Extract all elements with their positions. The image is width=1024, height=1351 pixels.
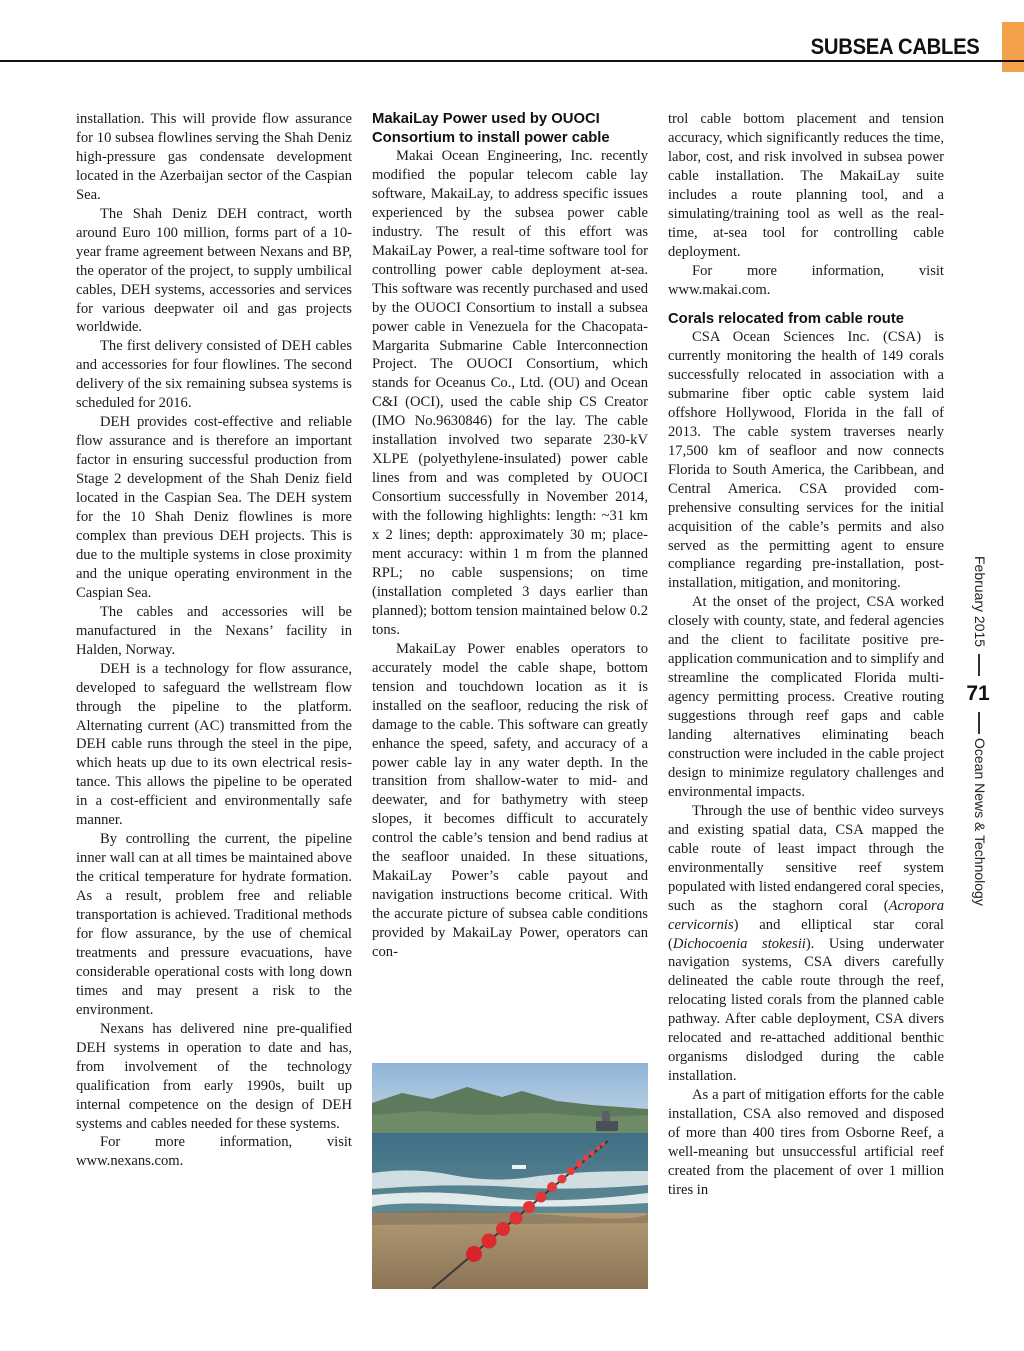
article-heading-makailay: MakaiLay Power used by OUOCI Consortium to install power cable	[372, 111, 610, 146]
paragraph: The first delivery consisted of DEH cables and accessories for four flowlines. The second delivery of the six remaining subsea systems is scheduled for 2016.	[76, 338, 352, 412]
beach-cable-photo-illustration	[372, 1063, 648, 1289]
issue-date: February 2015	[972, 556, 988, 648]
folio-divider	[978, 712, 980, 734]
paragraph: DEH is a technology for flow assurance, developed to safeguard the wellstream flow through the pipeline to the platform. Alternating current (AC) transmitted from the DEH cable runs through the steel in the pipe, which heats up due to its own electrical resistance. This allows the pipeline to be operated in a cost-efficient and environmentally safe manner.	[76, 660, 352, 829]
section-title: SUBSEA CABLES	[811, 34, 980, 59]
article-column-3	[668, 110, 944, 1200]
beach-cable-photo	[372, 1063, 648, 1289]
paragraph	[668, 802, 944, 1086]
article-column-2	[372, 110, 648, 962]
paragraph: For more information, visit www.makai.com.	[668, 262, 944, 298]
text-run: Through the use of benthic video surveys and existing spatial data, CSA mapped the cable route of least impact through the environmentally sensitive reef system populated with listed endangered coral species, such as the staghorn coral (	[668, 802, 944, 914]
text-run: ). Using underwater navigation systems, CSA divers carefully delineated the cable route through the reef, relocating listed corals from the planned cable pathway. After cable deployment, CSA divers relocated and re-attached additional benthic organisms dislodged during the cable installation.	[668, 935, 944, 1085]
text-run: ) and elliptical star coral (	[668, 916, 944, 952]
page-number: 71	[966, 682, 990, 705]
section-color-tab	[1002, 22, 1024, 72]
paragraph: At the onset of the project, CSA worked closely with county, state, and federal agencies and the client to facilitate positive pre-application communication and to simplify and streamline the complicated Florida multi-agency permitting process. Creative routing suggestions through reef gaps and cable landing alternatives eliminating beach construction were included in the cable project design to minimize regulatory challenges and environmental impacts.	[668, 594, 945, 800]
paragraph: By controlling the current, the pipeline inner wall can at all times be maintained above the critical temperature for hydrate formation. As a result, problem free and reliable transportation is achieved. Traditional methods for flow assurance, by the use of chemical treatments and pressure evacuations, have considerable operational costs with long down times and may present a risk to the environment.	[76, 831, 352, 1018]
species-name: Acropora cervicornis	[668, 897, 944, 933]
paragraph: The Shah Deniz DEH contract, worth around Euro 100 million, forms part of a 10-year frame agreement between Nexans and BP, the operator of the project, to supply umbilical cables, DEH systems, accessories and services for various deepwater oil and gas projects worldwide.	[76, 205, 352, 336]
paragraph: DEH provides cost-effective and reliable flow assurance and is therefore an important factor in ensuring successful production from Stage 2 development of the Shah Deniz field located in the Caspian Sea. The DEH system for the 10 Shah Deniz flowlines is more complex than previous DEH projects. This is due to the multiple systems in close proximity and the unique operating environment in the Caspian Sea.	[76, 414, 352, 601]
paragraph: For more information, visit www.nexans.com.	[76, 1134, 352, 1170]
paragraph: MakaiLay Power enables operators to accurately model the cable shape, bottom tension and touchdown location as it is installed on the seafloor, reducing the risk of damage to the cable. This software can greatly enhance the speed, safety, and accuracy of a power cable lay in any water depth. In the transition from shallow-water to mid- and deewater, and for bathymetry with steep slopes, it becomes difficult to accurately control the cable’s tension and bend radius at the seafloor unaided. In these situations, MakaiLay Power’s cable payout and navigation instructions become critical. With the accurate picture of subsea cable conditions provided by MakaiLay Power, operators can con-	[372, 640, 648, 961]
paragraph: CSA Ocean Sciences Inc. (CSA) is currently monitoring the health of 149 corals successfully relocated in association with a submarine fiber optic cable system laid offshore Hollywood, Florida in the fall of 2013. The cable system traverses nearly 17,500 km of seafloor and now connects Florida to South America, the Caribbean, and Central America. CSA provided comprehensive consulting services for the initial acquisition of the cable’s permits and also served as the permitting agent to ensure compliance regarding pre-installation, post-installation, mitigation, and monitoring.	[668, 329, 944, 592]
header-divider	[0, 60, 1024, 62]
paragraph: installation. This will provide flow assurance for 10 subsea flowlines serving the Shah Deniz high-pressure gas condensate development located in the Azerbaijan sector of the Caspian Sea.	[76, 111, 352, 203]
paragraph: trol cable bottom placement and tension accuracy, which significantly reduces the time, labor, cost, and risk involved in subsea power cable installation. The MakaiLay suite includes a route planning tool, and a simulating/training tool as well as the real-time, at-sea tool for controlling cable deployment.	[668, 111, 944, 260]
species-name: Dichocoenia stokesii	[672, 935, 806, 952]
paragraph: The cables and accessories will be manufactured in the Nexans’ facility in Halden, Norway.	[76, 603, 352, 658]
article-column-1	[76, 110, 352, 1171]
folio-divider	[978, 654, 980, 676]
paragraph: Nexans has delivered nine pre-qualified DEH systems in operation to date and has, from involvement of the technology qualification from early 1990s, built up internal competence on the design of DEH systems and cables needed for these systems.	[76, 1020, 352, 1132]
article-heading-corals: Corals relocated from cable route	[668, 310, 904, 327]
publication-name: Ocean News & Technology	[972, 738, 988, 906]
paragraph: As a part of mitigation efforts for the cable installation, CSA also removed and disposed of more than 400 tires from Osborne Reef, a well-meaning but unsuccessful artificial reef created from the placement of over 1 million tires in	[668, 1087, 944, 1198]
paragraph: Makai Ocean Engineering, Inc. recently modified the popular telecom cable lay software, MakaiLay, to address specific issues experienced by the subsea power cable industry. The result of this effort was MakaiLay Power, a real-time software tool for controlling power cable deployment at-sea. This software was recently purchased and used by the OUOCI Consortium to install a subsea power cable in Venezuela for the Chacopata-Margarita Submarine Cable Interconnection Project. The OUOCI Consortium, which stands for Oceanus Co., Ltd. (OU) and Ocean C&I (OCI), used the cable ship CS Creator (IMO No.9630846) for the lay. The cable installation involved two separate 230-kV XLPE (polyethylene-insulated) power cable lines from and was completed by OUOCI Consortium successfully in November 2014, with the following highlights: length: ~31 km x 2 lines; depth: approximately 30 m; placement accuracy: within 1 m from the planned RPL; no cable suspensions; on time (installation completed 3 days earlier than planned); bottom tension maintained below 0.2 tons.	[372, 148, 648, 638]
